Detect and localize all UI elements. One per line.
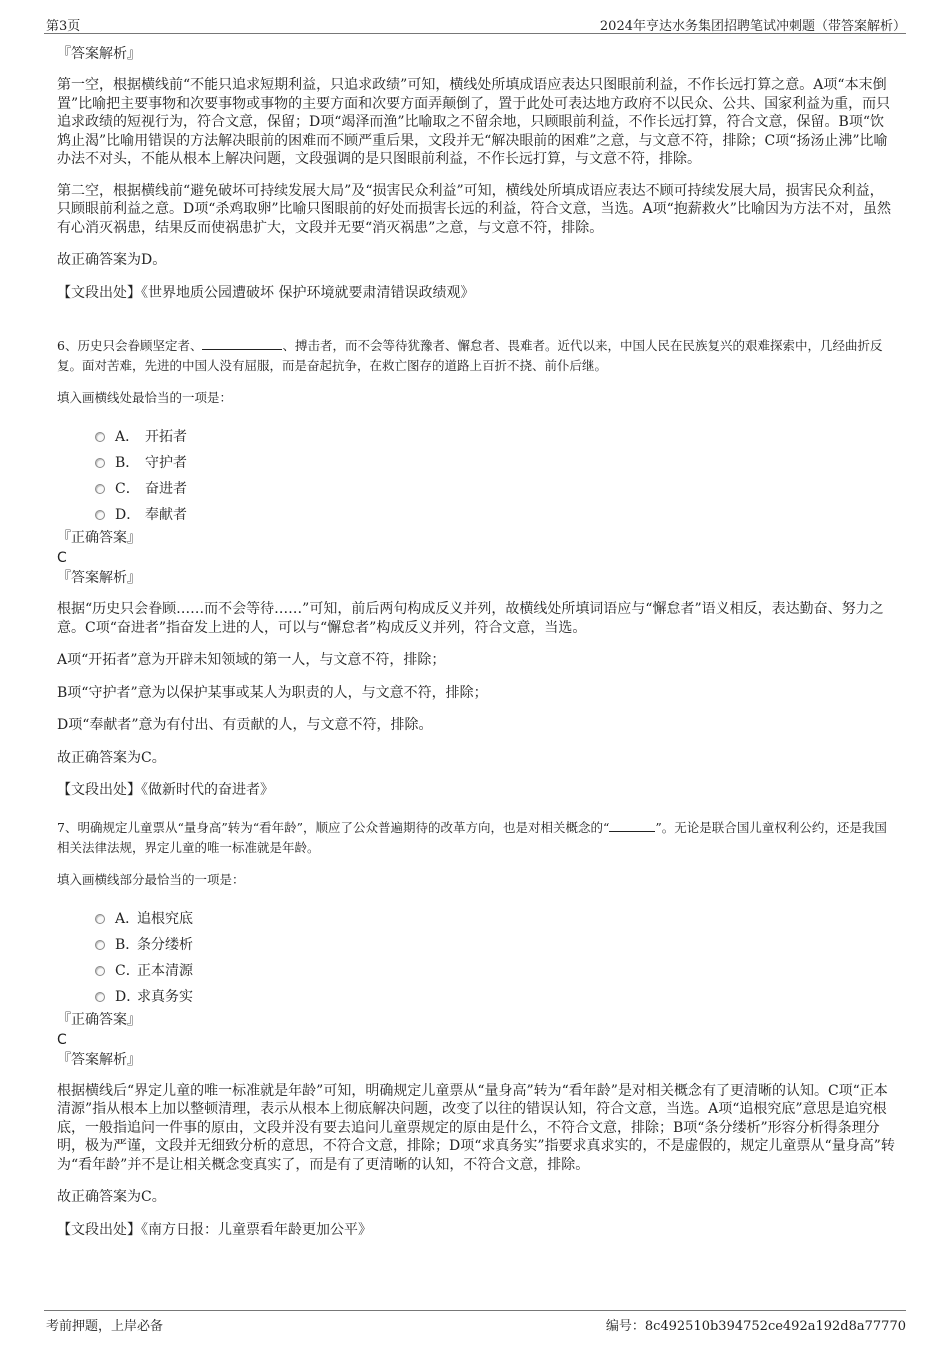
analysis-paragraph: D项“奉献者”意为有付出、有贡献的人，与文意不符，排除。 xyxy=(57,717,433,733)
analysis-label: 『答案解析』 xyxy=(57,46,141,62)
radio-icon[interactable] xyxy=(95,992,105,1002)
answer-conclusion: 故正确答案为C。 xyxy=(57,749,166,766)
answer-conclusion: 故正确答案为C。 xyxy=(57,1189,166,1205)
analysis-paragraph: A项“开拓者”意为开辟未知领域的第一人，与文意不符，排除； xyxy=(57,652,446,668)
page-number: 第3页 xyxy=(46,19,81,34)
answer-blank xyxy=(202,337,282,350)
footer-slogan: 考前押题，上岸必备 xyxy=(46,1319,164,1334)
options-list xyxy=(57,424,895,528)
option-b[interactable]: B． 守护者 xyxy=(57,450,895,476)
document-id: 编号：8c492510b394752ce492a192d8a77770 xyxy=(605,1319,906,1334)
radio-icon[interactable] xyxy=(95,432,105,442)
analysis-label: 『答案解析』 xyxy=(57,570,141,586)
document-body xyxy=(57,44,895,1239)
source-citation: 【文段出处】《世界地质公园遭破坏 保护环境就要肃清错误政绩观》 xyxy=(57,284,475,301)
option-c[interactable]: C． 奋进者 xyxy=(57,476,895,502)
question-prompt: 填入画横线处最恰当的一项是： xyxy=(57,390,233,405)
analysis-paragraph: 第二空，根据横线前“避免破坏可持续发展大局”及“损害民众利益”可知，横线处所填成语应表达不顾可持续发展大局，损害民众利益，只顾眼前利益之意。D项“杀鸡取卵”比喻只图眼前的好处而损害长远的利益，符合文意，当选。A项“抱薪救火”比喻因为方法不对，虽然有心消灭祸患，结果反而使祸患扩大，文段并无要“消灭祸患”之意，与文意不符，排除。 xyxy=(57,182,891,236)
option-b[interactable]: B．条分缕析 xyxy=(57,932,895,958)
radio-icon[interactable] xyxy=(95,458,105,468)
radio-icon[interactable] xyxy=(95,484,105,494)
correct-answer-label: 『正确答案』 xyxy=(57,1011,141,1028)
radio-icon[interactable] xyxy=(95,966,105,976)
source-citation: 【文段出处】《南方日报：儿童票看年龄更加公平》 xyxy=(57,1221,372,1238)
source-citation: 【文段出处】《做新时代的奋进者》 xyxy=(57,782,274,798)
analysis-paragraph: 根据“历史只会眷顾……而不会等待……”可知，前后两句构成反义并列，故横线处所填词语应与“懈怠者”语义相反，表达勤奋、努力之意。C项“奋进者”指奋发上进的人，可以与“懈怠者”构成反义并列，符合文意，当选。 xyxy=(57,601,884,636)
document-title: 2024年亨达水务集团招聘笔试冲刺题（带答案解析） xyxy=(599,19,906,34)
option-a[interactable]: A． 开拓者 xyxy=(57,424,895,450)
option-d[interactable]: D．求真务实 xyxy=(57,984,895,1010)
analysis-paragraph: B项“守护者”意为以保护某事或某人为职责的人，与文意不符，排除； xyxy=(57,684,488,701)
analysis-paragraph: 根据横线后“界定儿童的唯一标准就是年龄”可知，明确规定儿童票从“量身高”转为“看年龄”是对相关概念有了更清晰的认知。C项“正本清源”指从根本上加以整顿清理，表示从根本上彻底解决问题，改变了以往的错误认知，符合文意，当选。A项“追根究底”意思是追究根底，一般指追问一件事的原由，文段并没有要去追问儿童票规定的原由是什么，不符合文意，排除；B项“条分缕析”形容分析得条理分明，极为严谨，文段并无细致分析的意思，不符合文意，排除；D项“求真务实”指要求真求实的，不是虚假的，规定儿童票从“量身高”转为“看年龄”并不是让相关概念变真实了，而是有了更清晰的认知，不符合文意，排除。 xyxy=(57,1082,895,1173)
option-d[interactable]: D． 奉献者 xyxy=(57,502,895,528)
analysis-label: 『答案解析』 xyxy=(57,1051,141,1068)
page-footer xyxy=(44,1310,906,1335)
question-stem: 6、历史只会眷顾坚定者、 、搏击者，而不会等待犹豫者、懈怠者、畏难者。近代以来，中国人民在民族复兴的艰难探索中，几经曲折反复。面对苦难，先进的中国人没有屈服，而是奋起抗争，在救亡图存的道路上百折不挠、前仆后继。 xyxy=(57,338,883,373)
radio-icon[interactable] xyxy=(95,510,105,520)
radio-icon[interactable] xyxy=(95,940,105,950)
correct-answer: C xyxy=(57,1031,67,1048)
options-list xyxy=(57,906,895,1010)
analysis-paragraph: 第一空，根据横线前“不能只追求短期利益，只追求政绩”可知，横线处所填成语应表达只图眼前利益，不作长远打算之意。A项“本末倒置”比喻把主要事物和次要事物或事物的主要方面和次要方面弄颠倒了，置于此处可表达地方政府不以民众、公共、国家利益为重，而只追求政绩的短视行为，符合文意，保留；D项“竭泽而渔”比喻取之不留余地，只顾眼前利益，不作长远打算，符合文意，保留。B项“饮鸩止渴”比喻用错误的方法解决眼前的困难而不顾严重后果，文段并无“解决眼前的困难”之意，与文意不符，排除；C项“扬汤止沸”比喻办法不对头，不能从根本上解决问题，文段强调的是只图眼前利益，不作长远打算，与文意不符，排除。 xyxy=(57,77,891,167)
correct-answer-label: 『正确答案』 xyxy=(57,530,141,546)
option-a[interactable]: A．追根究底 xyxy=(57,906,895,932)
page-header xyxy=(44,13,906,34)
answer-blank xyxy=(609,819,655,832)
question-stem: 7、明确规定儿童票从“量身高”转为“看年龄”，顺应了公众普遍期待的改革方向，也是对相关概念的“ ”。无论是联合国儿童权利公约，还是我国相关法律法规，界定儿童的唯一标准就是年龄。 xyxy=(57,819,887,855)
option-c[interactable]: C．正本清源 xyxy=(57,958,895,984)
answer-conclusion: 故正确答案为D。 xyxy=(57,252,167,268)
question-prompt: 填入画横线部分最恰当的一项是： xyxy=(57,871,245,887)
radio-icon[interactable] xyxy=(95,914,105,924)
correct-answer: C xyxy=(57,550,67,566)
